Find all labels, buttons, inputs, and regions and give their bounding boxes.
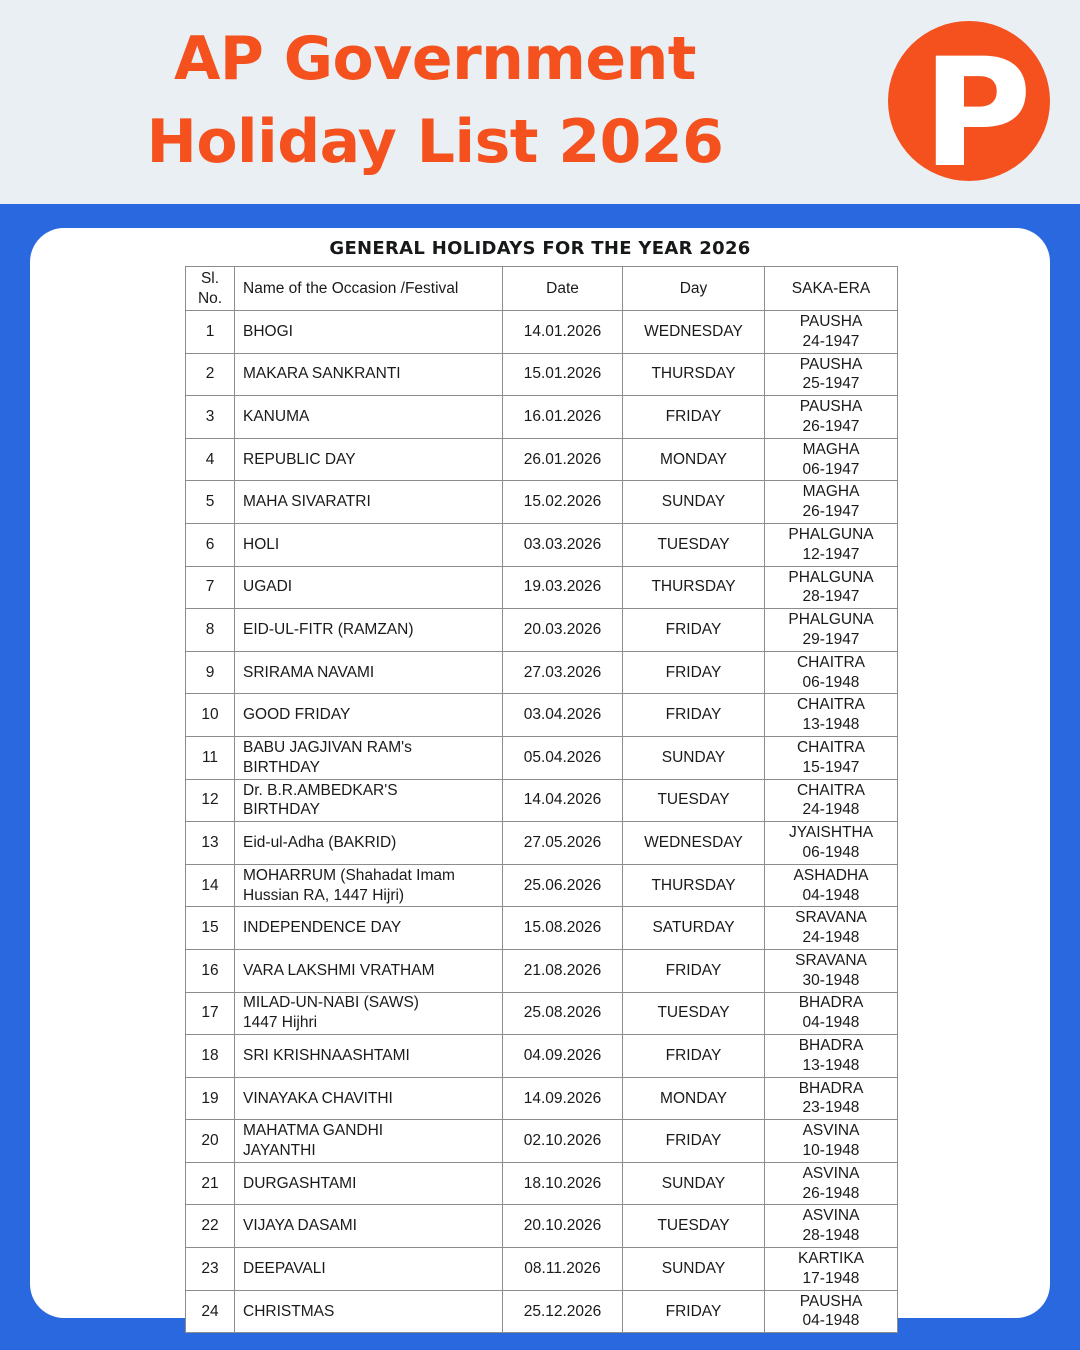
table-row xyxy=(186,438,898,481)
table-row xyxy=(186,396,898,439)
column-header-date: Date xyxy=(503,267,623,311)
cell-occasion-name xyxy=(235,609,503,652)
table-row xyxy=(186,864,898,907)
column-header-day: Day xyxy=(623,267,765,311)
cell-date: 27.03.2026 xyxy=(503,651,623,694)
cell-date: 04.09.2026 xyxy=(503,1035,623,1078)
occasion-name-line-2: BIRTHDAY xyxy=(243,758,320,776)
saka-era-value: 29-1947 xyxy=(802,630,860,648)
cell-occasion-name xyxy=(235,949,503,992)
cell-occasion-name xyxy=(235,1120,503,1163)
cell-occasion-name xyxy=(235,992,503,1035)
cell-occasion-name xyxy=(235,523,503,566)
cell-saka-era xyxy=(765,438,898,481)
cell-saka-era xyxy=(765,992,898,1035)
saka-era-value: 15-1947 xyxy=(802,758,860,776)
cell-sl-no: 1 xyxy=(186,311,235,354)
cell-occasion-name xyxy=(235,438,503,481)
saka-era-month: PHALGUNA xyxy=(788,568,874,586)
cell-saka-era xyxy=(765,864,898,907)
table-row xyxy=(186,1290,898,1333)
table-row xyxy=(186,1248,898,1291)
table-row xyxy=(186,1035,898,1078)
saka-era-value: 25-1947 xyxy=(802,375,860,393)
saka-era-month: CHAITRA xyxy=(796,696,866,714)
cell-sl-no: 2 xyxy=(186,353,235,396)
table-row xyxy=(186,1162,898,1205)
cell-day: THURSDAY xyxy=(623,864,765,907)
occasion-name-line-1: Eid-ul-Adha (BAKRID) xyxy=(243,834,397,851)
saka-era-value: 24-1947 xyxy=(802,332,860,350)
saka-era-month: PAUSHA xyxy=(799,355,863,373)
occasion-name-line-1: DEEPAVALI xyxy=(243,1259,326,1277)
saka-era-month: PAUSHA xyxy=(799,398,863,416)
cell-sl-no: 17 xyxy=(186,992,235,1035)
occasion-name-line-2: 1447 Hijhri xyxy=(243,1014,318,1032)
table-row xyxy=(186,651,898,694)
sl-no-line-2: No. xyxy=(197,289,223,307)
logo-letter-p: P xyxy=(922,27,1032,201)
cell-occasion-name xyxy=(235,396,503,439)
cell-occasion-name xyxy=(235,1077,503,1120)
column-header-saka-era: SAKA-ERA xyxy=(765,267,898,311)
table-row xyxy=(186,353,898,396)
cell-date: 05.04.2026 xyxy=(503,736,623,779)
cell-date: 03.04.2026 xyxy=(503,694,623,737)
occasion-name-line-1: DURGASHTAMI xyxy=(243,1174,357,1192)
cell-day: FRIDAY xyxy=(623,396,765,439)
cell-day: FRIDAY xyxy=(623,694,765,737)
cell-day: FRIDAY xyxy=(623,651,765,694)
saka-era-value: 28-1948 xyxy=(802,1227,860,1245)
cell-occasion-name xyxy=(235,1290,503,1333)
page-title-line-2: Holiday List 2026 xyxy=(146,106,724,177)
cell-saka-era xyxy=(765,1290,898,1333)
saka-era-month: PAUSHA xyxy=(799,312,863,330)
cell-day: TUESDAY xyxy=(623,1205,765,1248)
table-row xyxy=(186,609,898,652)
saka-era-value: 12-1947 xyxy=(802,545,860,563)
holiday-card xyxy=(30,228,1050,1330)
saka-era-value: 06-1947 xyxy=(802,460,860,478)
saka-era-month: CHAITRA xyxy=(796,738,866,756)
saka-era-month: JYAISHTHA xyxy=(788,824,874,842)
cell-date: 14.09.2026 xyxy=(503,1077,623,1120)
cell-day: TUESDAY xyxy=(623,779,765,822)
table-row xyxy=(186,907,898,950)
cell-saka-era xyxy=(765,1205,898,1248)
cell-saka-era xyxy=(765,311,898,354)
saka-era-month: PHALGUNA xyxy=(788,611,874,629)
saka-era-month: KARTIKA xyxy=(797,1250,865,1268)
cell-saka-era xyxy=(765,481,898,524)
cell-saka-era xyxy=(765,566,898,609)
cell-date: 20.03.2026 xyxy=(503,609,623,652)
header-banner xyxy=(0,0,1080,204)
cell-date: 25.12.2026 xyxy=(503,1290,623,1333)
cell-occasion-name xyxy=(235,481,503,524)
cell-occasion-name xyxy=(235,694,503,737)
cell-date: 15.02.2026 xyxy=(503,481,623,524)
cell-occasion-name xyxy=(235,651,503,694)
cell-date: 15.08.2026 xyxy=(503,907,623,950)
cell-saka-era xyxy=(765,1077,898,1120)
cell-date: 25.08.2026 xyxy=(503,992,623,1035)
saka-era-value: 30-1948 xyxy=(802,971,860,989)
cell-day: WEDNESDAY xyxy=(623,822,765,865)
table-row xyxy=(186,1120,898,1163)
cell-occasion-name xyxy=(235,736,503,779)
cell-sl-no: 16 xyxy=(186,949,235,992)
saka-era-month: BHADRA xyxy=(798,1037,864,1055)
cell-sl-no: 11 xyxy=(186,736,235,779)
table-header-row xyxy=(186,267,898,311)
occasion-name-line-1: INDEPENDENCE DAY xyxy=(243,919,402,937)
cell-day: FRIDAY xyxy=(623,609,765,652)
cell-sl-no: 20 xyxy=(186,1120,235,1163)
saka-era-month: PHALGUNA xyxy=(788,525,874,543)
cell-saka-era xyxy=(765,694,898,737)
table-row xyxy=(186,566,898,609)
cell-day: FRIDAY xyxy=(623,1290,765,1333)
cell-occasion-name xyxy=(235,353,503,396)
table-row xyxy=(186,992,898,1035)
cell-sl-no: 19 xyxy=(186,1077,235,1120)
cell-date: 03.03.2026 xyxy=(503,523,623,566)
cell-day: TUESDAY xyxy=(623,992,765,1035)
cell-day: MONDAY xyxy=(623,1077,765,1120)
cell-date: 18.10.2026 xyxy=(503,1162,623,1205)
cell-sl-no: 12 xyxy=(186,779,235,822)
occasion-name-line-1: VIJAYA DASAMI xyxy=(243,1217,357,1235)
occasion-name-line-1: MAHATMA GANDHI xyxy=(243,1122,384,1140)
occasion-name-line-2: JAYANTHI xyxy=(243,1142,316,1160)
cell-day: FRIDAY xyxy=(623,949,765,992)
saka-era-month: BHADRA xyxy=(798,1079,864,1097)
occasion-name-line-2: Hussian RA, 1447 Hijri) xyxy=(243,886,405,904)
saka-era-month: ASHADHA xyxy=(793,866,869,884)
occasion-name-line-1: MAHA SIVARATRI xyxy=(243,493,371,511)
occasion-name-line-1: SRI KRISHNAASHTAMI xyxy=(243,1046,410,1064)
cell-saka-era xyxy=(765,651,898,694)
cell-sl-no: 23 xyxy=(186,1248,235,1291)
table-header xyxy=(186,267,898,311)
saka-era-month: CHAITRA xyxy=(796,653,866,671)
saka-era-month: ASVINA xyxy=(802,1122,860,1140)
cell-sl-no: 7 xyxy=(186,566,235,609)
cell-date: 16.01.2026 xyxy=(503,396,623,439)
table-row xyxy=(186,1077,898,1120)
cell-day: SATURDAY xyxy=(623,907,765,950)
occasion-name-line-1: CHRISTMAS xyxy=(243,1302,335,1320)
occasion-name-line-1: HOLI xyxy=(243,535,280,553)
cell-sl-no: 4 xyxy=(186,438,235,481)
cell-occasion-name xyxy=(235,864,503,907)
saka-era-month: PAUSHA xyxy=(799,1292,863,1310)
saka-era-month: ASVINA xyxy=(802,1207,860,1225)
cell-sl-no: 5 xyxy=(186,481,235,524)
cell-saka-era xyxy=(765,1162,898,1205)
saka-era-value: 17-1948 xyxy=(802,1269,860,1287)
cell-date: 26.01.2026 xyxy=(503,438,623,481)
cell-sl-no: 24 xyxy=(186,1290,235,1333)
saka-era-month: CHAITRA xyxy=(796,781,866,799)
cell-day: THURSDAY xyxy=(623,566,765,609)
cell-day: WEDNESDAY xyxy=(623,311,765,354)
occasion-name-line-1: BHOGI xyxy=(243,322,293,340)
saka-era-value: 23-1948 xyxy=(802,1099,860,1117)
table-row xyxy=(186,1205,898,1248)
table-row xyxy=(186,949,898,992)
saka-era-month: BHADRA xyxy=(798,994,864,1012)
cell-saka-era xyxy=(765,1248,898,1291)
cell-saka-era xyxy=(765,1035,898,1078)
cell-occasion-name xyxy=(235,779,503,822)
cell-day: SUNDAY xyxy=(623,736,765,779)
cell-date: 19.03.2026 xyxy=(503,566,623,609)
occasion-name-line-1: MAKARA SANKRANTI xyxy=(243,365,401,383)
sl-no-line-1: Sl. xyxy=(200,269,220,287)
table-row xyxy=(186,822,898,865)
cell-date: 02.10.2026 xyxy=(503,1120,623,1163)
cell-saka-era xyxy=(765,396,898,439)
saka-era-value: 26-1948 xyxy=(802,1184,860,1202)
column-header-name: Name of the Occasion /Festival xyxy=(235,267,503,311)
saka-era-value: 04-1948 xyxy=(802,1312,860,1330)
cell-day: TUESDAY xyxy=(623,523,765,566)
saka-era-value: 04-1948 xyxy=(802,1014,860,1032)
saka-era-value: 26-1947 xyxy=(802,503,860,521)
cell-day: SUNDAY xyxy=(623,1248,765,1291)
sheet-title: GENERAL HOLIDAYS FOR THE YEAR 2026 xyxy=(329,238,751,259)
cell-day: SUNDAY xyxy=(623,481,765,524)
cell-sl-no: 10 xyxy=(186,694,235,737)
table-row xyxy=(186,736,898,779)
table-row xyxy=(186,779,898,822)
cell-day: SUNDAY xyxy=(623,1162,765,1205)
occasion-name-line-1: REPUBLIC DAY xyxy=(243,450,356,468)
page-title-line-1: AP Government xyxy=(174,24,696,94)
occasion-name-line-1: BABU JAGJIVAN RAM's xyxy=(243,738,412,756)
cell-day: FRIDAY xyxy=(623,1120,765,1163)
cell-occasion-name xyxy=(235,907,503,950)
occasion-name-line-1: KANUMA xyxy=(243,408,310,426)
cell-occasion-name xyxy=(235,1248,503,1291)
cell-sl-no: 14 xyxy=(186,864,235,907)
cell-day: THURSDAY xyxy=(623,353,765,396)
cell-saka-era xyxy=(765,736,898,779)
saka-era-value: 10-1948 xyxy=(802,1142,860,1160)
table-row xyxy=(186,311,898,354)
cell-occasion-name xyxy=(235,822,503,865)
table-row xyxy=(186,523,898,566)
cell-sl-no: 22 xyxy=(186,1205,235,1248)
cell-date: 14.04.2026 xyxy=(503,779,623,822)
cell-saka-era xyxy=(765,822,898,865)
saka-era-value: 04-1948 xyxy=(802,886,860,904)
saka-era-value: 13-1948 xyxy=(802,716,860,734)
cell-sl-no: 15 xyxy=(186,907,235,950)
occasion-name-line-1: MILAD-UN-NABI (SAWS) xyxy=(243,994,419,1012)
cell-occasion-name xyxy=(235,311,503,354)
holiday-table xyxy=(185,266,898,1333)
cell-date: 25.06.2026 xyxy=(503,864,623,907)
cell-occasion-name xyxy=(235,1162,503,1205)
cell-date: 20.10.2026 xyxy=(503,1205,623,1248)
cell-saka-era xyxy=(765,609,898,652)
cell-saka-era xyxy=(765,523,898,566)
occasion-name-line-1: Dr. B.R.AMBEDKAR'S xyxy=(243,781,398,799)
occasion-name-line-2: BIRTHDAY xyxy=(243,801,320,819)
cell-saka-era xyxy=(765,779,898,822)
cell-sl-no: 18 xyxy=(186,1035,235,1078)
table-row xyxy=(186,694,898,737)
cell-date: 27.05.2026 xyxy=(503,822,623,865)
cell-date: 14.01.2026 xyxy=(503,311,623,354)
saka-era-value: 06-1948 xyxy=(802,843,860,861)
brand-logo xyxy=(888,21,1050,201)
cell-sl-no: 3 xyxy=(186,396,235,439)
occasion-name-line-1: SRIRAMA NAVAMI xyxy=(243,663,375,681)
cell-sl-no: 8 xyxy=(186,609,235,652)
cell-sl-no: 21 xyxy=(186,1162,235,1205)
cell-occasion-name xyxy=(235,1035,503,1078)
table-row xyxy=(186,481,898,524)
cell-date: 15.01.2026 xyxy=(503,353,623,396)
page-title xyxy=(0,18,870,184)
saka-era-month: SRAVANA xyxy=(795,909,867,927)
occasion-name-line-1: GOOD FRIDAY xyxy=(243,706,351,724)
cell-occasion-name xyxy=(235,1205,503,1248)
saka-era-value: 26-1947 xyxy=(802,417,860,435)
saka-era-month: MAGHA xyxy=(802,440,860,458)
occasion-name-line-1: VARA LAKSHMI VRATHAM xyxy=(243,961,435,979)
saka-era-value: 13-1948 xyxy=(802,1056,860,1074)
occasion-name-line-1: MOHARRUM (Shahadat Imam xyxy=(243,866,455,884)
saka-era-value: 06-1948 xyxy=(802,673,860,691)
occasion-name-line-1: VINAYAKA CHAVITHI xyxy=(243,1089,393,1107)
cell-date: 21.08.2026 xyxy=(503,949,623,992)
cell-saka-era xyxy=(765,1120,898,1163)
cell-sl-no: 6 xyxy=(186,523,235,566)
saka-era-value: 24-1948 xyxy=(802,929,860,947)
saka-era-value: 28-1947 xyxy=(802,588,860,606)
occasion-name-line-1: UGADI xyxy=(243,578,293,596)
cell-saka-era xyxy=(765,907,898,950)
cell-date: 08.11.2026 xyxy=(503,1248,623,1291)
cell-saka-era xyxy=(765,353,898,396)
cell-sl-no: 9 xyxy=(186,651,235,694)
table-body xyxy=(186,311,898,1333)
occasion-name-line-1: EID-UL-FITR (RAMZAN) xyxy=(243,621,414,639)
saka-era-month: ASVINA xyxy=(802,1164,860,1182)
cell-saka-era xyxy=(765,949,898,992)
cell-occasion-name xyxy=(235,566,503,609)
column-header-sl-no xyxy=(186,267,235,311)
cell-day: FRIDAY xyxy=(623,1035,765,1078)
saka-era-value: 24-1948 xyxy=(802,801,860,819)
cell-sl-no: 13 xyxy=(186,822,235,865)
saka-era-month: SRAVANA xyxy=(795,951,867,969)
cell-day: MONDAY xyxy=(623,438,765,481)
saka-era-month: MAGHA xyxy=(802,483,860,501)
